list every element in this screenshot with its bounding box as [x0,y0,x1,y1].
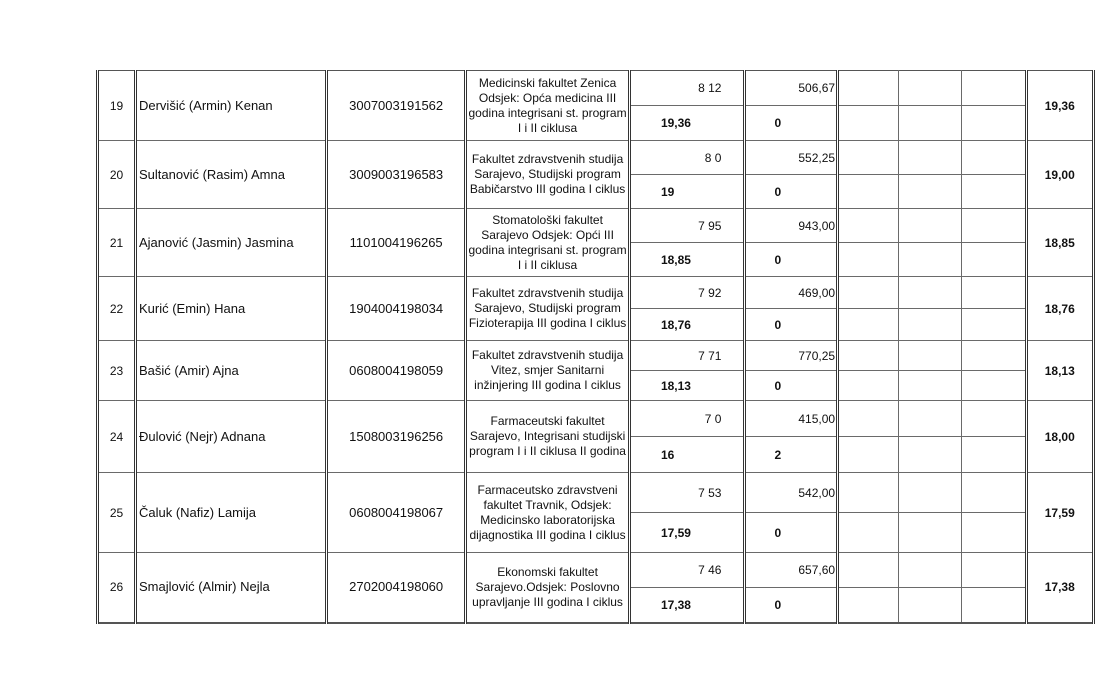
student-name: Smajlović (Almir) Nejla [135,553,326,623]
table-row [98,209,1094,243]
average-cell: 18,76 [629,309,745,341]
average-cell: 18,13 [629,371,745,401]
student-name: Sultanović (Rasim) Amna [135,141,326,209]
row-number: 19 [98,71,136,141]
empty-cell [838,277,899,309]
faculty-program: Fakultet zdravstvenih studija Sarajevo, Studijski program Fizioterapija III godina I ciklus [466,277,630,341]
empty-cell [838,106,899,141]
average-cell: 19,36 [629,106,745,141]
student-jmbg: 1904004198034 [327,277,466,341]
student-jmbg: 3009003196583 [327,141,466,209]
faculty-program: Stomatološki fakultet Sarajevo Odsjek: Opći III godina integrisani st. program I i II ciklusa [466,209,630,277]
grades-cell: 7 53 [629,473,745,513]
table-row [98,277,1094,309]
faculty-program: Ekonomski fakultet Sarajevo.Odsjek: Poslovno upravljanje III godina I ciklus [466,553,630,623]
empty-cell [899,141,962,175]
empty-cell [899,243,962,277]
student-name: Đulović (Nejr) Adnana [135,401,326,473]
empty-cell [838,473,899,513]
grades-cell: 7 92 [629,277,745,309]
table-row [98,401,1094,437]
row-number: 21 [98,209,136,277]
student-jmbg: 1508003196256 [327,401,466,473]
empty-cell [838,513,899,553]
empty-cell [962,71,1026,106]
student-jmbg: 0608004198067 [327,473,466,553]
empty-cell [838,401,899,437]
faculty-program: Farmaceutsko zdravstveni fakultet Travnik, Odsjek: Medicinsko laboratorijska dijagnostika III godina I ciklus [466,473,630,553]
empty-cell [899,401,962,437]
empty-cell [838,175,899,209]
empty-cell [838,243,899,277]
average-cell: 18,85 [629,243,745,277]
empty-cell [962,243,1026,277]
total-score: 18,85 [1026,209,1093,277]
student-jmbg: 3007003191562 [327,71,466,141]
empty-cell [899,473,962,513]
income-cell: 542,00 [745,473,838,513]
faculty-program: Farmaceutski fakultet Sarajevo, Integrisani studijski program I i II ciklusa II godina [466,401,630,473]
empty-cell [962,209,1026,243]
student-name: Ajanović (Jasmin) Jasmina [135,209,326,277]
extra-points-cell: 2 [745,437,838,473]
table-row [98,473,1094,513]
student-name: Dervišić (Armin) Kenan [135,71,326,141]
empty-cell [899,341,962,371]
empty-cell [899,513,962,553]
empty-cell [899,175,962,209]
empty-cell [962,371,1026,401]
empty-cell [962,401,1026,437]
faculty-program: Fakultet zdravstvenih studija Sarajevo, Studijski program Babičarstvo III godina I ciklus [466,141,630,209]
total-score: 18,76 [1026,277,1093,341]
average-cell: 17,59 [629,513,745,553]
empty-cell [899,209,962,243]
empty-cell [962,437,1026,473]
empty-cell [899,437,962,473]
empty-cell [838,588,899,623]
empty-cell [962,175,1026,209]
extra-points-cell: 0 [745,175,838,209]
ranking-table [96,70,1095,624]
empty-cell [838,437,899,473]
table-row [98,553,1094,588]
extra-points-cell: 0 [745,588,838,623]
empty-cell [962,277,1026,309]
empty-cell [838,71,899,106]
empty-cell [899,106,962,141]
income-cell: 415,00 [745,401,838,437]
row-number: 26 [98,553,136,623]
faculty-program: Fakultet zdravstvenih studija Vitez, smjer Sanitarni inžinjering III godina I ciklus [466,341,630,401]
extra-points-cell: 0 [745,106,838,141]
empty-cell [899,309,962,341]
grades-cell: 7 95 [629,209,745,243]
empty-cell [838,141,899,175]
student-name: Kurić (Emin) Hana [135,277,326,341]
student-name: Čaluk (Nafiz) Lamija [135,473,326,553]
income-cell: 657,60 [745,553,838,588]
empty-cell [962,553,1026,588]
empty-cell [962,473,1026,513]
total-score: 17,59 [1026,473,1093,553]
empty-cell [838,209,899,243]
ranking-table-page [96,70,1095,624]
extra-points-cell: 0 [745,371,838,401]
average-cell: 17,38 [629,588,745,623]
extra-points-cell: 0 [745,243,838,277]
total-score: 19,00 [1026,141,1093,209]
extra-points-cell: 0 [745,309,838,341]
row-number: 22 [98,277,136,341]
empty-cell [962,309,1026,341]
empty-cell [962,588,1026,623]
total-score: 18,00 [1026,401,1093,473]
row-number: 25 [98,473,136,553]
student-jmbg: 2702004198060 [327,553,466,623]
total-score: 19,36 [1026,71,1093,141]
student-jmbg: 1101004196265 [327,209,466,277]
average-cell: 16 [629,437,745,473]
grades-cell: 8 12 [629,71,745,106]
empty-cell [838,341,899,371]
income-cell: 552,25 [745,141,838,175]
grades-cell: 8 0 [629,141,745,175]
row-number: 23 [98,341,136,401]
grades-cell: 7 46 [629,553,745,588]
empty-cell [962,341,1026,371]
grades-cell: 7 71 [629,341,745,371]
extra-points-cell: 0 [745,513,838,553]
row-number: 20 [98,141,136,209]
empty-cell [899,371,962,401]
row-number: 24 [98,401,136,473]
empty-cell [899,553,962,588]
student-name: Bašić (Amir) Ajna [135,341,326,401]
empty-cell [899,71,962,106]
income-cell: 770,25 [745,341,838,371]
table-row [98,141,1094,175]
table-row [98,71,1094,106]
faculty-program: Medicinski fakultet Zenica Odsjek: Opća medicina III godina integrisani st. program I i II ciklusa [466,71,630,141]
empty-cell [838,309,899,341]
total-score: 18,13 [1026,341,1093,401]
empty-cell [838,371,899,401]
total-score: 17,38 [1026,553,1093,623]
empty-cell [962,141,1026,175]
empty-cell [962,513,1026,553]
empty-cell [838,553,899,588]
income-cell: 469,00 [745,277,838,309]
empty-cell [962,106,1026,141]
income-cell: 506,67 [745,71,838,106]
average-cell: 19 [629,175,745,209]
student-jmbg: 0608004198059 [327,341,466,401]
empty-cell [899,277,962,309]
table-row [98,341,1094,371]
empty-cell [899,588,962,623]
income-cell: 943,00 [745,209,838,243]
grades-cell: 7 0 [629,401,745,437]
